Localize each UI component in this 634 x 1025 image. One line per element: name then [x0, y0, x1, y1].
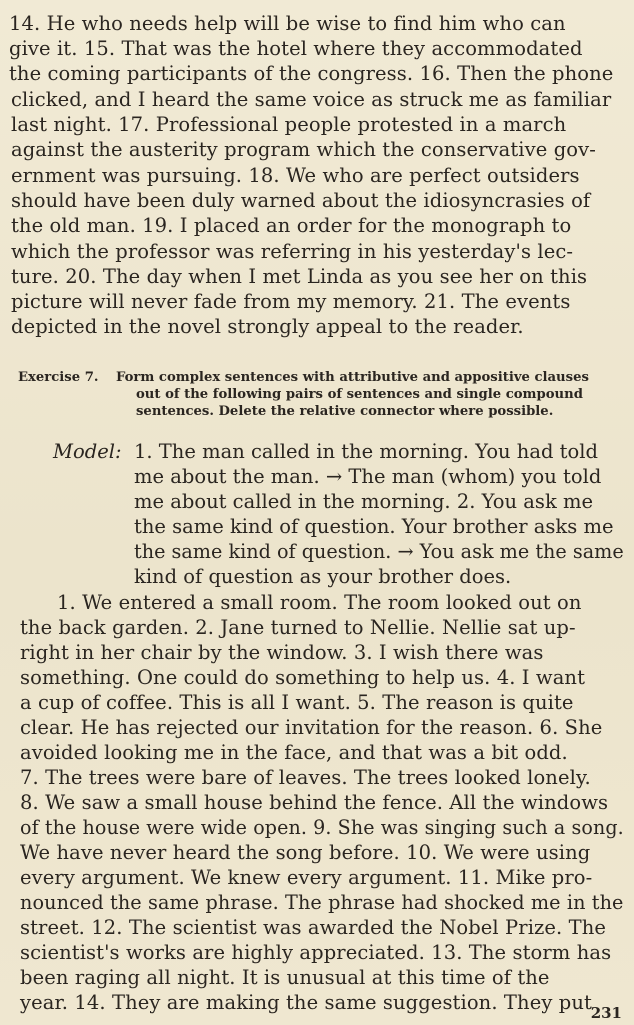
- model-line: me about the man. → The man (whom) you told: [134, 465, 602, 488]
- exercise-line: right in her chair by the window. 3. I wish there was: [20, 641, 544, 664]
- exercise-line: clear. He has rejected our invitation for the reason. 6. She: [20, 716, 603, 739]
- exercise-line: 1. We entered a small room. The room looked out on: [57, 591, 582, 614]
- exercise-line: scientist's works are highly appreciated. 13. The storm has: [20, 941, 612, 964]
- paragraph-line: against the austerity program which the conservative gov-: [11, 138, 596, 161]
- exercise-instruction-line: sentences. Delete the relative connector where possible.: [136, 404, 554, 419]
- exercise-line: avoided looking me in the face, and that was a bit odd.: [20, 741, 568, 764]
- exercise-line: of the house were wide open. 9. She was singing such a song.: [20, 816, 624, 839]
- exercise-line: street. 12. The scientist was awarded the Nobel Prize. The: [20, 916, 607, 939]
- model-line: kind of question as your brother does.: [134, 565, 512, 588]
- paragraph-line: 14. He who needs help will be wise to find him who can: [9, 12, 566, 35]
- paragraph-line: picture will never fade from my memory. 21. The events: [11, 290, 571, 313]
- paragraph-line: the coming participants of the congress. 16. Then the phone: [9, 62, 614, 85]
- paragraph-line: ture. 20. The day when I met Linda as you see her on this: [11, 265, 588, 288]
- paragraph-line: ernment was pursuing. 18. We who are perfect outsiders: [11, 164, 580, 187]
- exercise-line: something. One could do something to help us. 4. I want: [20, 666, 586, 689]
- paragraph-line: depicted in the novel strongly appeal to the reader.: [11, 315, 524, 338]
- exercise-line: a cup of coffee. This is all I want. 5. The reason is quite: [20, 691, 574, 714]
- paragraph-line: which the professor was referring in his yesterday's lec-: [11, 240, 574, 263]
- paragraph-line: the old man. 19. I placed an order for the monograph to: [11, 214, 572, 237]
- exercise-line: the back garden. 2. Jane turned to Nellie. Nellie sat up-: [20, 616, 576, 639]
- paragraph-line: give it. 15. That was the hotel where they accommodated: [9, 37, 583, 60]
- exercise-line: 7. The trees were bare of leaves. The trees looked lonely.: [20, 766, 591, 789]
- exercise-line: 8. We saw a small house behind the fence. All the windows: [20, 791, 609, 814]
- model-line: the same kind of question. → You ask me the same: [134, 540, 624, 563]
- exercise-instruction-line: Form complex sentences with attributive and appositive clauses: [116, 370, 589, 385]
- model-line: 1. The man called in the morning. You had told: [134, 440, 598, 463]
- exercise-line: been raging all night. It is unusual at this time of the: [20, 966, 550, 989]
- exercise-line: every argument. We knew every argument. 11. Mike pro-: [20, 866, 593, 889]
- paragraph-line: last night. 17. Professional people protested in a march: [11, 113, 567, 136]
- exercise-label: Exercise 7.: [18, 370, 99, 385]
- exercise-line: We have never heard the song before. 10. We were using: [20, 841, 591, 864]
- model-label: Model:: [53, 440, 122, 463]
- paragraph-line: should have been duly warned about the idiosyncrasies of: [11, 189, 591, 212]
- page-number: 231: [590, 1004, 622, 1022]
- model-line: me about called in the morning. 2. You ask me: [134, 490, 593, 513]
- model-line: the same kind of question. Your brother asks me: [134, 515, 614, 538]
- exercise-line: year. 14. They are making the same suggestion. They put: [20, 991, 592, 1014]
- exercise-instruction-line: out of the following pairs of sentences and single compound: [136, 387, 583, 402]
- paragraph-line: clicked, and I heard the same voice as struck me as familiar: [11, 88, 612, 111]
- exercise-line: nounced the same phrase. The phrase had shocked me in the: [20, 891, 624, 914]
